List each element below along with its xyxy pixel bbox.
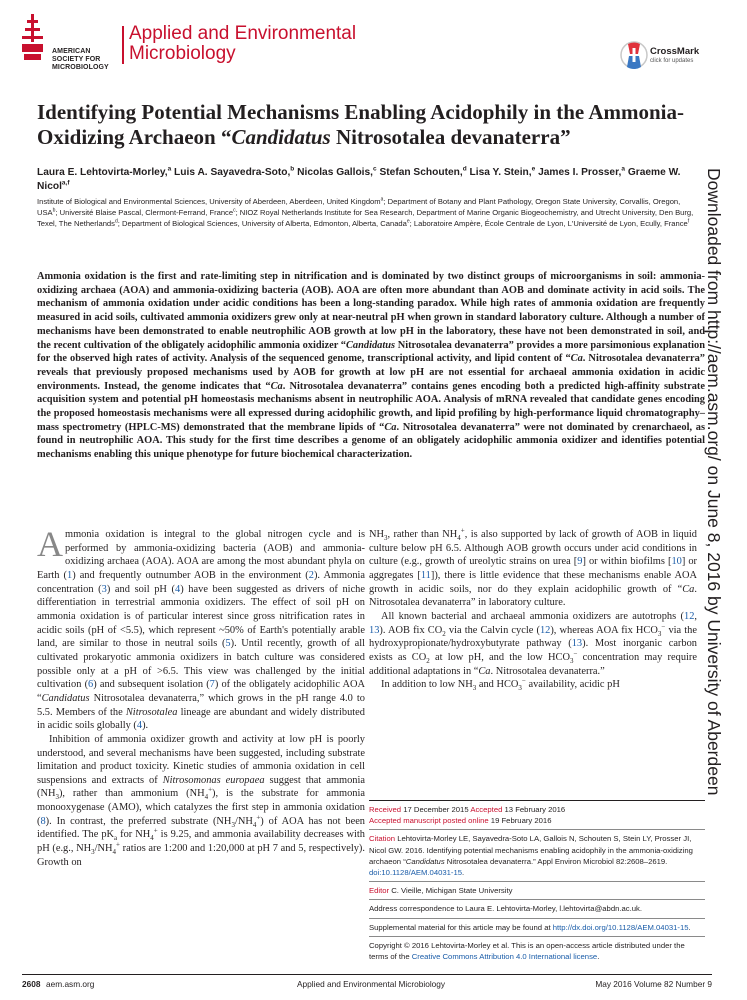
affiliation-marker: a xyxy=(380,196,384,203)
license-link[interactable]: Creative Commons Attribution 4.0 International license xyxy=(411,952,598,962)
issue-info: May 2016 Volume 82 Number 9 xyxy=(595,979,712,989)
inline-format: 3 xyxy=(472,684,477,693)
title-italic-text: Candidatus xyxy=(231,125,331,149)
editor-name: C. Vieille, Michigan State University xyxy=(391,886,513,896)
inline-format: 3 xyxy=(657,629,662,638)
affiliation-text: ; NIOZ Royal Netherlands Institute for Sea Research, Department of Marine Organic Biogeochemistry, and Utrecht University, Den Burg, Texel, The Netherlands xyxy=(37,208,694,228)
abstract-text: Ammonia oxidation is the first and rate-limiting step in nitrification and is dominated by two distinct groups of microorganisms in soil: ammonia-oxidizing archaea (AOA) and ammonia-oxidizing bacteria (AOB). AOA are often more abundant than AOB and dominate activity in acid soils. The mechanism of ammonia oxidation under acidic conditions has been a long-standing paradox. While high rates of ammonia oxidation are frequently measured in acid soils, cultivated ammonia oxidizers grew only at near-neutral pH when grown in standard laboratory culture. Although a number of mechanisms have been demonstrated to enable neutrophilic AOB growth at low pH in the laboratory, these have not been demonstrated in soil, and the recent cultivation of the obligately acidophilic ammonia oxidizer “ xyxy=(37,271,705,351)
affiliation-text: ; Department of Botany and Plant Pathology, Oregon State University, Corvallis, Oregon, USA xyxy=(37,197,681,217)
abstract-text: Nitrosotalea devanaterra” provides a more parsimonious explanation for the observed high rates of activity. Analysis of the sequenced genome, transcriptional activity, and lipid content of “ xyxy=(37,339,705,365)
publisher-line: SOCIETY FOR xyxy=(52,56,101,63)
inline-format: 3 xyxy=(384,534,388,543)
author-name[interactable]: James I. Prosser, xyxy=(538,167,622,178)
footer-journal-name: Applied and Environmental Microbiology xyxy=(297,979,446,989)
journal-name-line: Microbiology xyxy=(129,43,236,64)
correspondence-section xyxy=(369,900,705,918)
citation-doi-link[interactable]: doi:10.1128/AEM.04031-15 xyxy=(369,868,463,878)
correspondence-text: Address correspondence to Laura E. Lehtovirta-Morley, l.lehtovirta@abdn.ac.uk. xyxy=(369,904,643,914)
paragraph-text: All known bacterial and archaeal ammonia oxidizers are autotrophs (12, 13). AOB fix $CO_2$ via the Calvin cycle (12), whereas AOA fix $HCO_3^-$ via the hydroxypropionate/hydroxybutyrate pathway (13). Most inorganic carbon exists as $CO_2$ at low pH, and the low $HCO_3^-$ concentration may require additional adaptations in “Ca. Nitrosotalea devanaterra.” xyxy=(369,610,697,677)
abstract-text: . Nitrosotalea devanaterra” contains genes encoding both a predicted high-affinity substrate acquisition system and potential pH homeostasis mechanisms absent in neutrophilic AOA. Analysis of mRNA revealed that candidate genes encoding the proposed homeostasis mechanisms were all expressed during acidophilic growth, and lipid profiling by high-performance liquid chromatography–mass spectrometry (HPLC-MS) demonstrated that the membrane lipids of “ xyxy=(37,380,705,433)
inline-format: + xyxy=(256,813,261,822)
affiliation-marker: d xyxy=(114,218,118,225)
online-label: Accepted manuscript posted online xyxy=(369,816,489,826)
copyright-text: Copyright © 2016 Lehtovirta-Morley et al. This is an open-access article distributed under the terms of the xyxy=(369,940,685,962)
copyright-text: . xyxy=(597,952,600,962)
journal-header xyxy=(22,14,722,84)
inline-format: Candidatus xyxy=(41,692,90,704)
abstract xyxy=(37,270,705,462)
reference-link[interactable]: 9 xyxy=(577,556,583,568)
inline-format: 4 xyxy=(150,834,154,843)
reference-link[interactable]: 2 xyxy=(308,569,314,581)
online-date: 19 February 2016 xyxy=(490,816,552,826)
reference-link[interactable]: 11 xyxy=(420,569,431,581)
crossmark-label: CrossMark xyxy=(650,46,700,57)
received-date: 17 December 2015 xyxy=(403,805,469,814)
publisher-name xyxy=(52,48,109,72)
body-paragraph xyxy=(37,733,365,870)
reference-link[interactable]: 6 xyxy=(88,679,94,691)
editor-section xyxy=(369,882,705,900)
body-paragraph xyxy=(369,610,697,678)
inline-format: − xyxy=(521,676,526,685)
article-info-box xyxy=(369,800,705,965)
author-name[interactable]: Nicolas Gallois, xyxy=(297,167,373,178)
abstract-text: . Nitrosotalea devanaterra” were not dominated by crenarchaeol, as found in neutrophilic AOA. This study for the first time describes a genome of an obligately acidophilic ammonia oxidizer and identifies potential mechanisms enabling this unique phenotype for future biochemical characterization. xyxy=(37,421,705,461)
copyright-section xyxy=(369,937,705,965)
body-paragraph xyxy=(369,678,697,692)
paragraph-text: $NH_3$, rather than $NH_4^+$, is also supported by lack of growth of AOB in liquid culture below pH 6.5. Although AOB growth occurs under acid conditions in culture (e.g., growth of ureolytic strains on urea [9] or within biofilms [10] or aggregates [11]), there is little evidence that these mechanisms enable AOA growth in acidic soils, nor do they explain acidophilic growth of “Ca. Nitrosotalea devanaterra” in laboratory culture. xyxy=(369,526,697,609)
download-note xyxy=(704,168,738,796)
affiliation-marker: e xyxy=(406,218,410,225)
inline-format: Nitrosotalea xyxy=(125,706,178,718)
affiliation-marker: c xyxy=(233,207,236,214)
affiliation-text: ; Department of Biological Sciences, University of Alberta, Edmonton, Alberta, Canada xyxy=(117,219,407,228)
author-affiliation-marker: a,f xyxy=(61,179,70,187)
reference-link[interactable]: 4 xyxy=(136,720,143,732)
inline-format: − xyxy=(661,622,666,631)
affiliations xyxy=(37,196,697,229)
body-paragraph xyxy=(37,524,366,733)
inline-format: 4 xyxy=(112,848,117,857)
reference-link[interactable]: 4 xyxy=(175,583,181,595)
accepted-label: Accepted xyxy=(470,805,503,814)
inline-format: a xyxy=(114,834,118,843)
download-note-text[interactable]: Downloaded from http://aem.asm.org/ on June 8, 2016 by University of Aberdeen xyxy=(704,168,724,796)
inline-format: − xyxy=(573,649,578,658)
journal-name-line: Applied and Environmental xyxy=(129,23,357,44)
inline-format: 3 xyxy=(569,656,574,665)
affiliation-marker: b xyxy=(52,207,56,214)
abstract-text: . Nitrosotalea devanaterra” reveals that previously proposed mechanisms used by AOB for growth at low pH are not essential for archaeal ammonia oxidation in acidic environments. Instead, the genome indicates that “ xyxy=(37,353,705,392)
author-affiliation-marker: a xyxy=(621,165,625,173)
title-text: Nitrosotalea devanaterra” xyxy=(330,125,571,149)
author-name[interactable]: Luis A. Sayavedra-Soto, xyxy=(174,167,291,178)
reference-link[interactable]: 5 xyxy=(225,638,231,650)
citation-text: Lehtovirta-Morley LE, Sayavedra-Soto LA, Gallois N, Schouten S, Stein LY, Prosser JI, Nicol GW. 2016. Identifying potential mechanisms enabling acidophily in the ammonia-oxidizing archaeon “ xyxy=(369,834,693,866)
journal-url-link[interactable]: aem.asm.org xyxy=(46,979,95,989)
reference-link[interactable]: 1 xyxy=(67,569,73,581)
crossmark-icon xyxy=(620,40,648,70)
page-footer xyxy=(22,974,712,990)
editor-label: Editor xyxy=(369,886,390,896)
author-name[interactable]: Laura E. Lehtovirta-Morley, xyxy=(37,167,168,178)
received-label: Received xyxy=(369,805,402,814)
citation-text: Nitrosotalea devanaterra.” Appl Environ Microbiol 82:2608–2619. xyxy=(444,856,668,866)
inline-format: 4 xyxy=(204,793,209,802)
inline-format: 4 xyxy=(252,820,257,829)
abstract-italic: Candidatus xyxy=(345,339,396,351)
author-affiliation-marker: a xyxy=(167,165,172,173)
body-paragraph xyxy=(369,528,697,610)
body-column-left xyxy=(37,524,366,869)
crossmark-badge[interactable] xyxy=(620,40,705,74)
online-line xyxy=(369,815,705,826)
inline-format: + xyxy=(460,526,465,535)
inline-format: + xyxy=(116,840,120,849)
reference-link[interactable]: 8 xyxy=(40,815,46,827)
abstract-italic: Ca xyxy=(270,380,283,392)
author-name[interactable]: Stefan Schouten, xyxy=(379,167,463,178)
supplemental-link[interactable]: http://dx.doi.org/10.1128/AEM.04031-15 xyxy=(552,922,689,932)
author-affiliation-marker: c xyxy=(373,165,377,173)
accepted-date: 13 February 2016 xyxy=(504,805,566,814)
dates-section xyxy=(369,801,705,830)
inline-format: 4 xyxy=(457,534,461,543)
crossmark-subtitle: click for updates xyxy=(650,58,694,64)
paragraph-text: mmonia oxidation is integral to the global nitrogen cycle and is performed by ammonia-oxidizing bacteria (AOB) and ammonia-oxidizing archaea (AOA). AOA are among the most abundant phyla on Earth (1) and frequently outnumber AOB in the environment (2). Ammonia concentration (3) and soil pH (4) have been suggested as drivers of niche differentiation in terrestrial ammonia oxidizers. The effect of soil pH on ammonia oxidation is of particular interest since gross nitrification rates in acidic soils (pH of <5.5), which represent ~50% of Earth's potentially arable land, are similar to those in neutral soils (5). Until recently, growth of all cultivated prokaryotic ammonia oxidizers in batch culture was considered possible only at a pH of >6.5. This view was challenged by the initial cultivation (6) and subsequent isolation (7) of the obligately acidophilic AOA “Candidatus Nitrosotalea devanaterra,” which grows in the pH range 4.0 to 5.5. Members of the Nitrosotalea lineage are abundant and widely distributed in acidic soils globally (4). xyxy=(37,529,366,732)
author-affiliation-marker: d xyxy=(462,165,467,173)
title-text: Identifying Potential Mechanisms Enabling Acidophily in the Ammonia-Oxidizing Archaeon “ xyxy=(37,100,685,149)
asm-logo-icon xyxy=(22,14,44,66)
affiliation-marker: f xyxy=(687,218,690,225)
reference-link[interactable]: 3 xyxy=(101,583,107,595)
inline-format: 3 xyxy=(55,793,59,802)
inline-format: Ca xyxy=(478,665,491,677)
paragraph-text: Inhibition of ammonia oxidizer growth and activity at low pH is poorly understood, and several mechanisms have been suggested, including substrate limitation and product toxicity. Kinetic studies of ammonia oxidation in cell suspensions and extracts of Nitrosomonas europaea suggest that ammonia $(NH_3)$, rather than ammonium $(NH_4^+)$, is the substrate for ammonia monooxygenase (AMO), which catalyzes the first step in ammonia oxidation (8). In contrast, the preferred substrate $(NH_3/NH_4^+)$ of AOA has not been identified. The $pK_a$ for $NH_4^+$ is 9.25, and ammonia availability decreases with pH (e.g., $NH_3/NH_4^+$ ratios are 1:200 and 1:20,000 at pH 7 and 5, respectively). Growth on xyxy=(37,733,366,868)
drop-cap: A xyxy=(37,524,63,564)
journal-name[interactable] xyxy=(129,24,356,64)
footer-rule xyxy=(22,974,712,975)
journal-name-divider xyxy=(122,26,124,64)
reference-link[interactable]: 7 xyxy=(209,679,215,691)
affiliation-text: ; Laboratoire Ampère, École Centrale de Lyon, L'Université de Lyon, Ecully, France xyxy=(409,219,688,228)
publisher-line: MICROBIOLOGY xyxy=(52,64,109,71)
inline-format: 3 xyxy=(231,820,235,829)
citation-section: Citation Lehtovirta-Morley LE, Sayavedra-Soto LA, Gallois N, Schouten S, Stein LY, Prosser JI, Nicol GW. 2016. Identifying potential mechanisms enabling acidophily in the ammonia-oxidizing archaeon “Candidatus Nitrosotalea devanaterra.” Appl Environ Microbiol 82:2608–2619. doi:10.1128/AEM.04031-15. xyxy=(369,830,705,882)
page-number: 2608 xyxy=(22,979,41,989)
received-accepted-line xyxy=(369,804,705,815)
supplemental-section: Supplemental material for this article may be found at http://dx.doi.org/10.1128/AEM.04031-15. xyxy=(369,919,705,937)
citation-label: Citation xyxy=(369,834,396,844)
publisher-line: AMERICAN xyxy=(52,48,91,55)
abstract-italic: Ca xyxy=(384,421,397,433)
inline-format: + xyxy=(153,826,158,835)
reference-link[interactable]: 12 xyxy=(684,610,695,622)
reference-link[interactable]: 10 xyxy=(671,556,682,568)
affiliation-text: ; Université Blaise Pascal, Clermont-Ferrand, France xyxy=(55,208,234,217)
author-affiliation-marker: b xyxy=(290,165,295,173)
reference-link[interactable]: 12 xyxy=(539,624,551,636)
inline-format: 2 xyxy=(426,656,430,665)
article-title xyxy=(37,100,707,150)
author-affiliation-marker: e xyxy=(531,165,536,173)
citation-italic: Candidatus xyxy=(405,856,445,866)
body-column-right xyxy=(369,528,697,692)
author-name[interactable]: Lisa Y. Stein, xyxy=(469,167,532,178)
author-list xyxy=(37,166,697,194)
inline-format: Ca xyxy=(682,583,695,595)
inline-format: 3 xyxy=(518,684,522,693)
paragraph-text: In addition to low $NH_3$ and $HCO_3^-$ availability, acidic pH xyxy=(381,676,620,693)
inline-format: 3 xyxy=(91,848,95,857)
abstract-italic: Ca xyxy=(570,353,583,365)
reference-link[interactable]: 13 xyxy=(571,638,583,650)
asm-logo[interactable] xyxy=(22,14,122,74)
author-name[interactable]: Graeme W. Nicol xyxy=(37,167,681,192)
inline-format: + xyxy=(208,786,213,794)
supplemental-text: Supplemental material for this article may be found at xyxy=(369,922,553,932)
inline-format: 2 xyxy=(442,629,446,638)
reference-link[interactable]: 13 xyxy=(369,624,380,636)
inline-format: Nitrosomonas europaea xyxy=(162,774,265,786)
affiliation-text: Institute of Biological and Environmental Sciences, University of Aberdeen, Aberdeen, United Kingdom xyxy=(37,197,381,206)
